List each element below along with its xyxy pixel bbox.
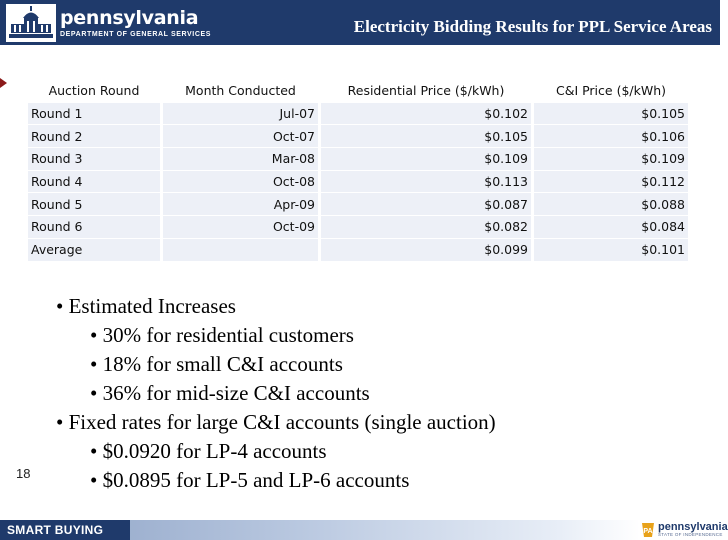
page-title: Electricity Bidding Results for PPL Service Areas (353, 17, 712, 36)
page-number: 18 (16, 466, 31, 481)
cell-ci-price: $0.112 (533, 170, 690, 193)
table-row (28, 125, 690, 148)
cell-residential-price: $0.113 (320, 170, 533, 193)
cell-month (162, 238, 320, 261)
cell-month: Oct-09 (162, 216, 320, 239)
table-row (28, 216, 690, 239)
table-row-average (28, 238, 690, 261)
cell-residential-price: $0.087 (320, 193, 533, 216)
cell-round: Round 5 (28, 193, 162, 216)
cell-month: Oct-08 (162, 170, 320, 193)
bullet-subitem: • 30% for residential customers (90, 323, 354, 347)
cell-ci-price: $0.101 (533, 238, 690, 261)
column-header-ci-price: C&I Price ($/kWh) (533, 80, 690, 102)
cell-round: Round 4 (28, 170, 162, 193)
pennsylvania-dgs-logo (6, 4, 211, 42)
cell-residential-price: $0.099 (320, 238, 533, 261)
cell-ci-price: $0.109 (533, 148, 690, 171)
bidding-results-table (28, 80, 691, 262)
cell-round: Round 6 (28, 216, 162, 239)
bullet-item: • Estimated Increases (56, 294, 236, 318)
cell-month: Apr-09 (162, 193, 320, 216)
table-row (28, 148, 690, 171)
cell-ci-price: $0.106 (533, 125, 690, 148)
cell-residential-price: $0.102 (320, 102, 533, 125)
logo-name: pennsylvania (60, 6, 199, 29)
cell-residential-price: $0.105 (320, 125, 533, 148)
table-row (28, 102, 690, 125)
bullet-subitem: • $0.0920 for LP-4 accounts (90, 439, 327, 463)
pa-mark-text: PA (643, 528, 653, 535)
cell-round: Round 1 (28, 102, 162, 125)
bullet-subitem: • $0.0895 for LP-5 and LP-6 accounts (90, 468, 410, 492)
table-header-row (28, 80, 690, 102)
cell-month: Oct-07 (162, 125, 320, 148)
cell-month: Mar-08 (162, 148, 320, 171)
pa-keystone-icon (640, 522, 656, 538)
footer-logo-name: pennsylvania (658, 521, 728, 534)
slide-marker-icon (0, 78, 7, 88)
cell-ci-price: $0.084 (533, 216, 690, 239)
bullet-list (56, 292, 696, 495)
header-bar (0, 0, 720, 45)
cell-month: Jul-07 (162, 102, 320, 125)
footer-label: SMART BUYING (0, 520, 130, 540)
cell-ci-price: $0.105 (533, 102, 690, 125)
column-header-auction-round: Auction Round (28, 80, 162, 102)
cell-residential-price: $0.109 (320, 148, 533, 171)
footer-pennsylvania-logo (640, 521, 728, 539)
table-row (28, 170, 690, 193)
column-header-residential-price: Residential Price ($/kWh) (320, 80, 533, 102)
cell-ci-price: $0.088 (533, 193, 690, 216)
table-row (28, 193, 690, 216)
column-header-month-conducted: Month Conducted (162, 80, 320, 102)
capitol-building-icon (6, 4, 56, 42)
cell-round: Round 3 (28, 148, 162, 171)
footer-logo-subtitle: STATE OF INDEPENDENCE (658, 532, 723, 538)
logo-department: DEPARTMENT OF GENERAL SERVICES (60, 30, 212, 38)
bullet-subitem: • 36% for mid-size C&I accounts (90, 381, 370, 405)
bullet-item: • Fixed rates for large C&I accounts (single auction) (56, 410, 496, 434)
cell-residential-price: $0.082 (320, 216, 533, 239)
cell-round: Round 2 (28, 125, 162, 148)
cell-round: Average (28, 238, 162, 261)
bullet-subitem: • 18% for small C&I accounts (90, 352, 343, 376)
